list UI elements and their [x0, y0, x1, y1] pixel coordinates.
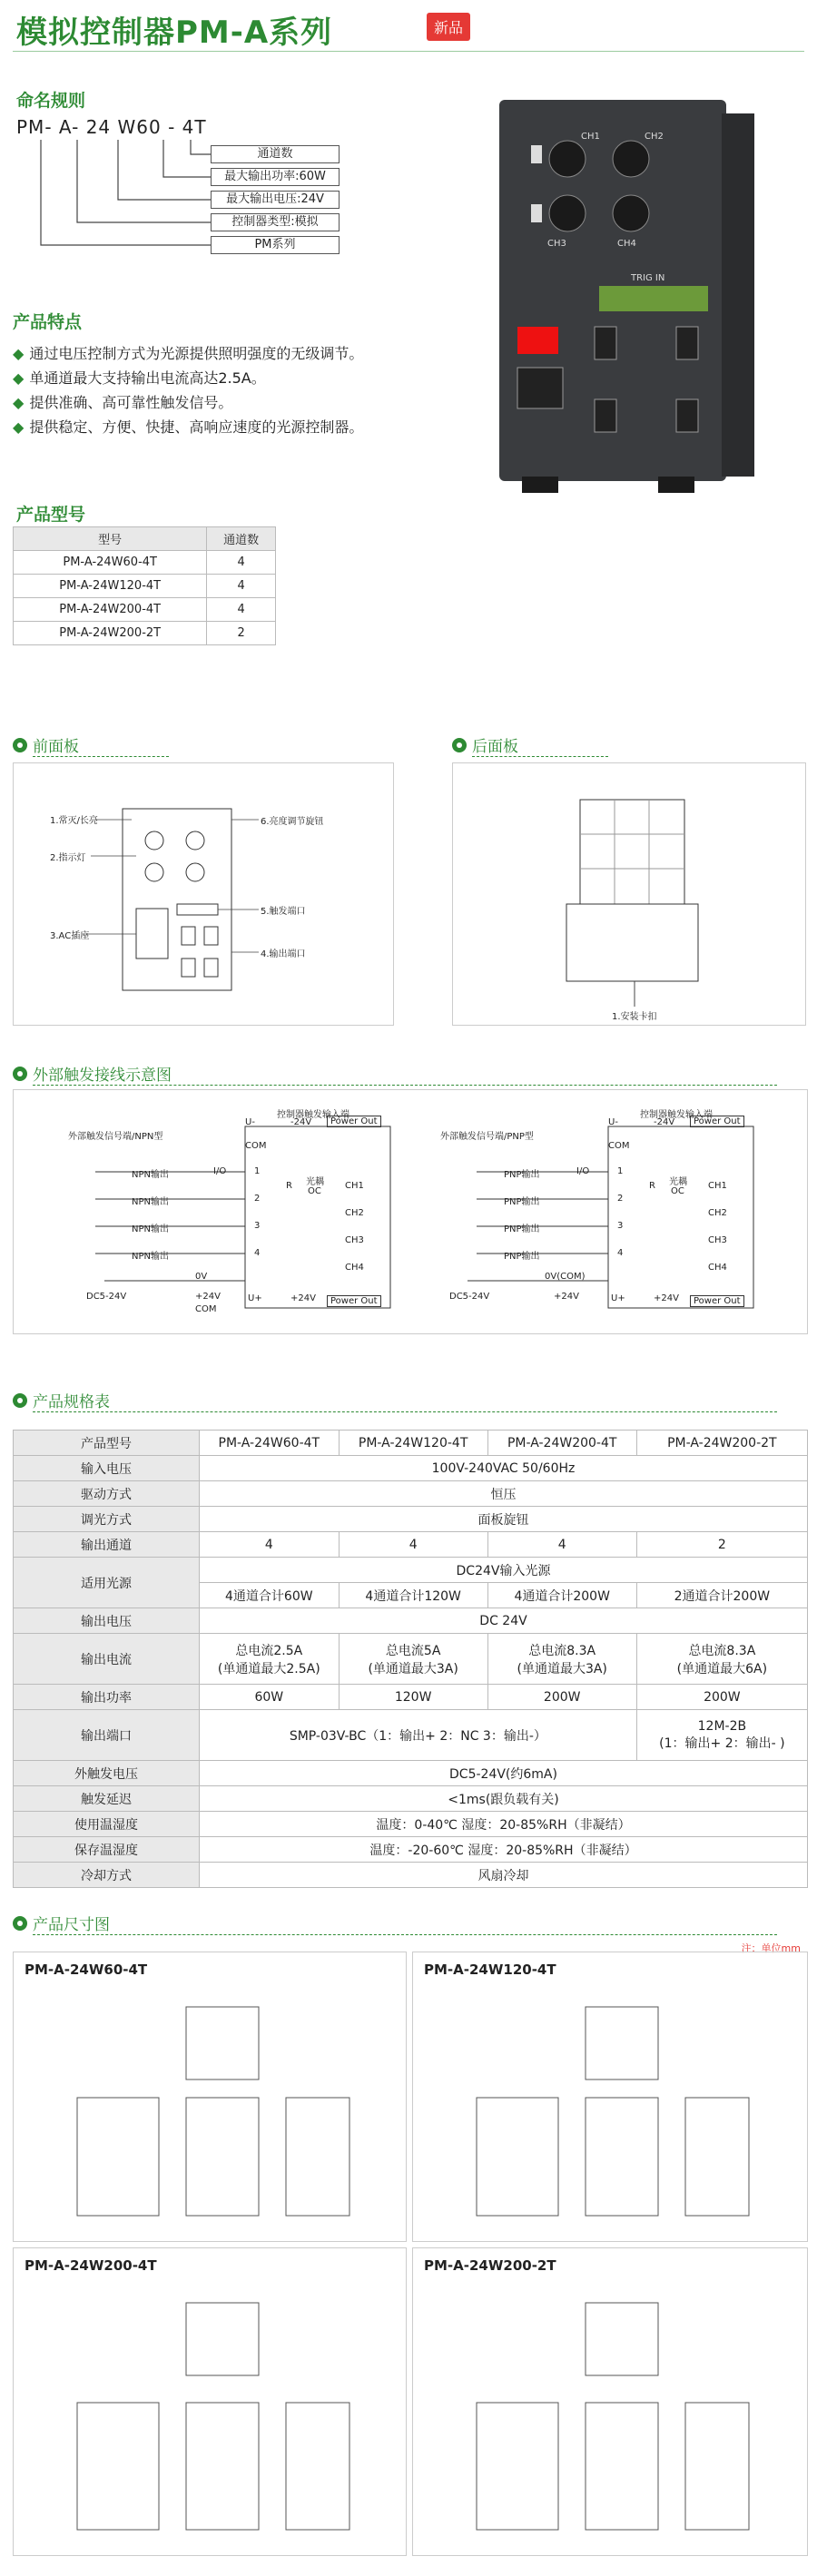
- dim-drawing: [13, 1952, 407, 2242]
- model-table: [13, 526, 276, 645]
- dim-model-label: PM-A-24W200-2T: [424, 2257, 556, 2274]
- features-heading: 产品特点: [13, 312, 83, 332]
- pnp-num: 3: [617, 1221, 624, 1231]
- back-panel-heading: 后面板: [452, 733, 608, 757]
- page-title: 模拟控制器PM-A系列: [16, 15, 333, 51]
- new-badge: 新品: [427, 13, 470, 41]
- section-bullet-icon: [13, 1916, 27, 1931]
- ch2-label: CH2: [645, 132, 664, 142]
- table-row: 产品型号 PM-A-24W60-4T PM-A-24W120-4T PM-A-24W200-4T PM-A-24W200-2T: [14, 1431, 808, 1456]
- pnp-input: PNP输出: [504, 1252, 540, 1262]
- npn-ctrl-label: 控制器触发输入端: [277, 1110, 349, 1120]
- npn-power-out-b: Power Out: [327, 1295, 381, 1307]
- dim-drawing: [13, 2247, 407, 2556]
- front-label: 4.输出端口: [261, 949, 306, 959]
- pnp-u-minus: U-: [608, 1117, 618, 1127]
- front-panel-heading: 前面板: [13, 733, 169, 757]
- model-code: PM- A- 24 W60 - 4T: [16, 116, 207, 138]
- ch1-label: CH1: [581, 132, 600, 142]
- pnp-ch: CH4: [708, 1263, 727, 1273]
- npn-u-minus: U-: [245, 1117, 255, 1127]
- table-row: PM-A-24W200-4T 4: [14, 598, 276, 622]
- npn-ch: CH2: [345, 1208, 364, 1218]
- pnp-input: PNP输出: [504, 1224, 540, 1234]
- pnp-24v: +24V: [554, 1292, 579, 1302]
- back-label: 1.安装卡扣: [612, 1012, 657, 1022]
- pnp-0v: 0V(COM): [545, 1272, 586, 1282]
- front-label: 1.常灭/长亮: [50, 816, 98, 826]
- table-row: 输出通道 4 4 4 2: [14, 1532, 808, 1558]
- feature-item: ◆ 通过电压控制方式为光源提供照明强度的无级调节。: [13, 345, 364, 362]
- controller-photo: [495, 95, 758, 499]
- pnp-ch: CH1: [708, 1181, 727, 1191]
- pnp-io: I/O: [576, 1166, 590, 1176]
- npn-num: 3: [254, 1221, 261, 1231]
- table-row: 输入电压 100V-240VAC 50/60Hz: [14, 1456, 808, 1481]
- naming-item: PM系列: [211, 236, 340, 254]
- table-row: PM-A-24W60-4T 4: [14, 551, 276, 575]
- npn-input: NPN输出: [132, 1252, 169, 1262]
- pnp-ctrl-label: 控制器触发输入端: [640, 1110, 713, 1120]
- pnp-heading: 外部触发信号端/PNP型: [440, 1132, 534, 1142]
- npn-input: NPN输出: [132, 1197, 169, 1207]
- table-header-row: 型号 通道数: [14, 527, 276, 551]
- npn-u-plus: U+: [248, 1293, 262, 1303]
- pnp-minus24: -24V: [654, 1117, 675, 1127]
- section-bullet-icon: [13, 738, 27, 752]
- npn-opto: 光耦: [306, 1177, 324, 1187]
- section-bullet-icon: [13, 1067, 27, 1081]
- table-row: 外触发电压 DC5-24V(约6mA): [14, 1761, 808, 1786]
- pnp-plus24: +24V: [654, 1293, 679, 1303]
- ch3-label: CH3: [547, 239, 566, 249]
- pnp-num: 2: [617, 1194, 624, 1204]
- pnp-u-plus: U+: [611, 1293, 625, 1303]
- npn-oc: OC: [308, 1186, 321, 1196]
- npn-num: 1: [254, 1166, 261, 1176]
- npn-ch: CH1: [345, 1181, 364, 1191]
- naming-heading: 命名规则: [16, 91, 86, 111]
- pnp-input: PNP输出: [504, 1170, 540, 1180]
- front-label: 2.指示灯: [50, 853, 86, 863]
- dim-model-label: PM-A-24W60-4T: [25, 1961, 148, 1978]
- table-row: 调光方式 面板旋钮: [14, 1507, 808, 1532]
- naming-item: 最大输出功率:60W: [211, 168, 340, 186]
- npn-io: I/O: [213, 1166, 227, 1176]
- feature-item: ◆ 提供稳定、方便、快捷、高响应速度的光源控制器。: [13, 418, 364, 436]
- section-bullet-icon: [13, 1393, 27, 1408]
- npn-heading: 外部触发信号端/NPN型: [68, 1132, 163, 1142]
- npn-ch: CH3: [345, 1235, 364, 1245]
- table-row: 输出功率 60W 120W 200W 200W: [14, 1685, 808, 1710]
- npn-num: 4: [254, 1248, 261, 1258]
- dims-heading: 产品尺寸图: [13, 1912, 777, 1935]
- pnp-r: R: [649, 1181, 655, 1191]
- pnp-ch: CH3: [708, 1235, 727, 1245]
- front-label: 5.触发端口: [261, 907, 306, 917]
- npn-num: 2: [254, 1194, 261, 1204]
- wiring-diagram: [13, 1089, 808, 1334]
- spec-heading: 产品规格表: [13, 1389, 777, 1412]
- npn-power-out: Power Out: [327, 1116, 381, 1127]
- title-divider: [13, 51, 804, 52]
- wiring-heading: 外部触发接线示意图: [13, 1062, 777, 1086]
- table-row: 驱动方式 恒压: [14, 1481, 808, 1507]
- npn-dc: DC5-24V: [86, 1292, 127, 1302]
- npn-0v: 0V: [195, 1272, 208, 1282]
- pnp-power-out-b: Power Out: [690, 1295, 744, 1307]
- pnp-ch: CH2: [708, 1208, 727, 1218]
- npn-24v: +24V: [195, 1292, 221, 1302]
- npn-input: NPN输出: [132, 1170, 169, 1180]
- table-row: 使用温湿度 温度：0-40℃ 湿度：20-85%RH（非凝结）: [14, 1812, 808, 1837]
- npn-ch: CH4: [345, 1263, 364, 1273]
- unit-note: 注：单位mm: [741, 1942, 801, 1954]
- npn-r: R: [286, 1181, 292, 1191]
- table-row: 触发延迟 <1ms(跟负载有关): [14, 1786, 808, 1812]
- models-heading: 产品型号: [16, 505, 86, 525]
- npn-com-b: COM: [195, 1304, 217, 1314]
- npn-minus24: -24V: [290, 1117, 312, 1127]
- pnp-input: PNP输出: [504, 1197, 540, 1207]
- naming-item: 通道数: [211, 145, 340, 163]
- section-bullet-icon: [452, 738, 467, 752]
- feature-item: ◆ 提供准确、高可靠性触发信号。: [13, 394, 233, 411]
- naming-item: 最大输出电压:24V: [211, 191, 340, 209]
- ch4-label: CH4: [617, 239, 636, 249]
- table-row: 4通道合计60W 4通道合计120W 4通道合计200W 2通道合计200W: [14, 1583, 808, 1608]
- npn-com: COM: [245, 1141, 267, 1151]
- npn-plus24: +24V: [290, 1293, 316, 1303]
- trig-label: TRIG IN: [631, 273, 665, 283]
- pnp-power-out: Power Out: [690, 1116, 744, 1127]
- table-row: 保存温湿度 温度：-20-60℃ 湿度：20-85%RH（非凝结）: [14, 1837, 808, 1863]
- naming-item: 控制器类型:模拟: [211, 213, 340, 231]
- pnp-num: 1: [617, 1166, 624, 1176]
- npn-input: NPN输出: [132, 1224, 169, 1234]
- dim-drawing: [412, 1952, 808, 2242]
- pnp-dc: DC5-24V: [449, 1292, 490, 1302]
- table-row: 输出端口 SMP-03V-BC（1：输出+ 2：NC 3：输出-） 12M-2B (1：输出+ 2：输出- ): [14, 1710, 808, 1761]
- pnp-num: 4: [617, 1248, 624, 1258]
- table-row: 输出电压 DC 24V: [14, 1608, 808, 1634]
- front-panel-drawing: [13, 762, 394, 1026]
- dim-model-label: PM-A-24W200-4T: [25, 2257, 157, 2274]
- back-panel-drawing: [452, 762, 806, 1026]
- table-row: 冷却方式 风扇冷却: [14, 1863, 808, 1888]
- table-row: PM-A-24W120-4T 4: [14, 575, 276, 598]
- table-row: PM-A-24W200-2T 2: [14, 622, 276, 645]
- spec-table: [13, 1430, 808, 1888]
- dim-drawing: [412, 2247, 808, 2556]
- pnp-opto: 光耦: [669, 1177, 687, 1187]
- feature-item: ◆ 单通道最大支持输出电流高达2.5A。: [13, 369, 266, 387]
- pnp-oc: OC: [671, 1186, 684, 1196]
- table-row: 适用光源 DC24V输入光源: [14, 1558, 808, 1583]
- front-label: 3.AC插座: [50, 931, 90, 941]
- table-row: 输出电流 总电流2.5A (单通道最大2.5A) 总电流5A (单通道最大3A) 总电流8.3A (单通道最大3A) 总电流8.3A (单通道最大6A): [14, 1634, 808, 1685]
- pnp-com: COM: [608, 1141, 630, 1151]
- naming-connectors: [27, 136, 218, 263]
- dim-model-label: PM-A-24W120-4T: [424, 1961, 556, 1978]
- front-label: 6.亮度调节旋钮: [261, 817, 324, 827]
